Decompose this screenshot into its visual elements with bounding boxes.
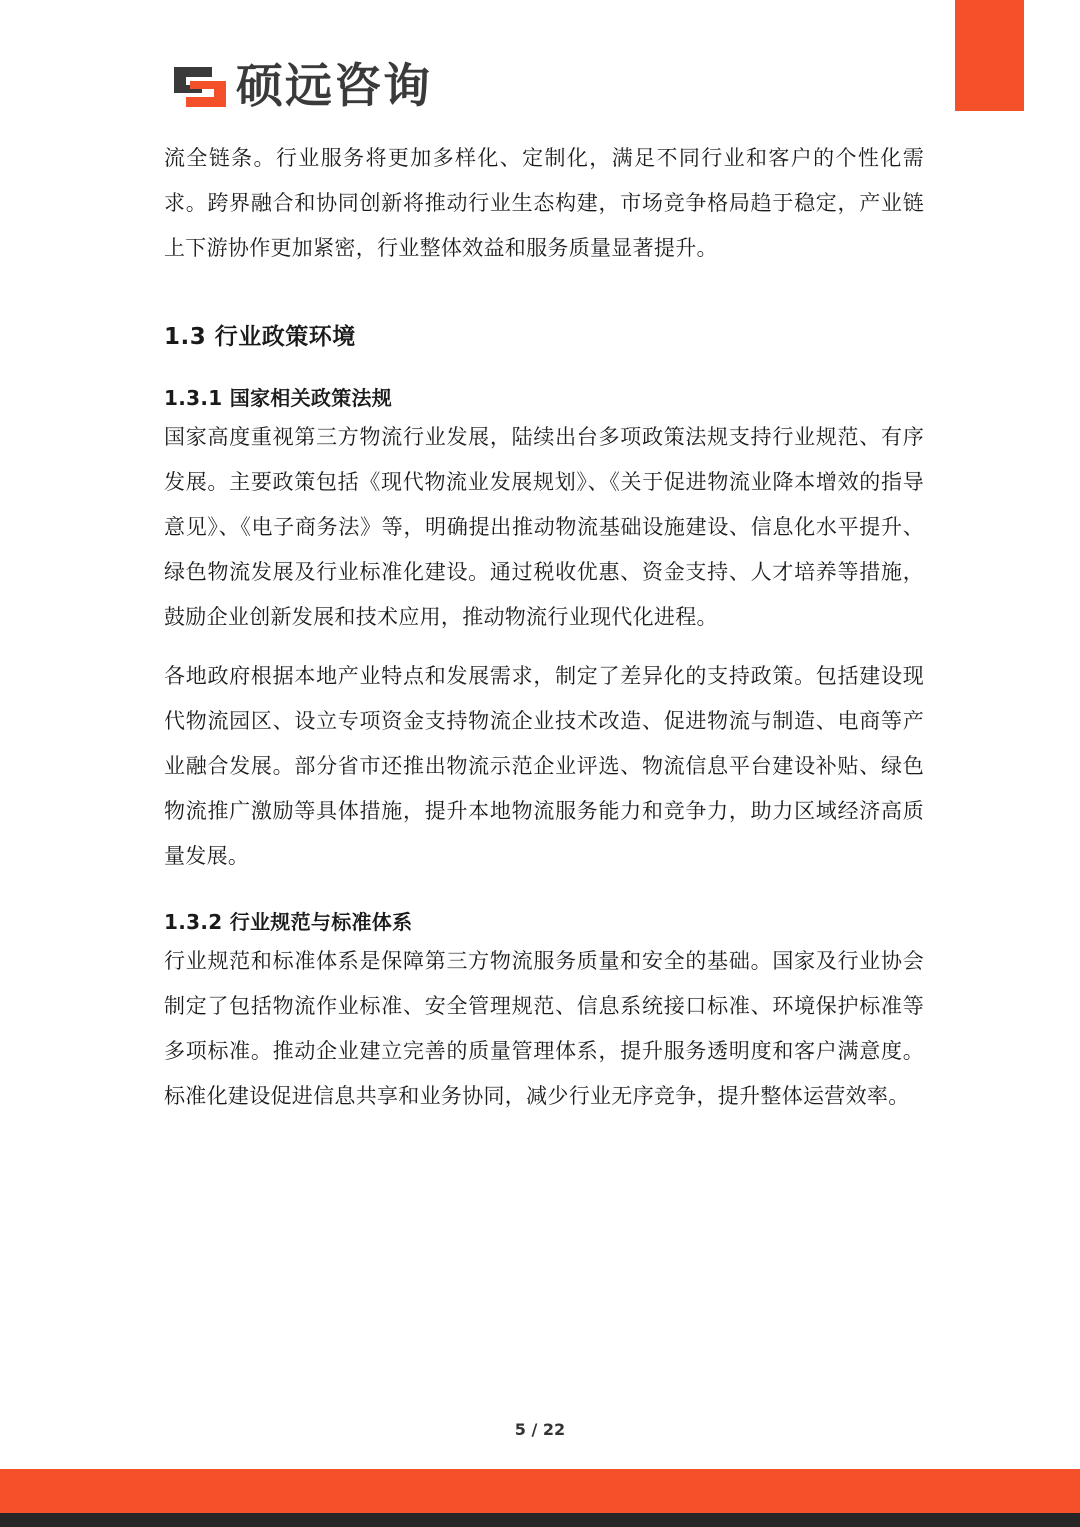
corner-accent-block (955, 0, 1024, 111)
document-body (164, 136, 924, 1119)
paragraph: 行业规范和标准体系是保障第三方物流服务质量和安全的基础。国家及行业协会制定了包括物流作业标准、安全管理规范、信息系统接口标准、环境保护标准等多项标准。推动企业建立完善的质量管理体系，提升服务透明度和客户满意度。标准化建设促进信息共享和业务协同，减少行业无序竞争，提升整体运营效率。 (164, 949, 924, 1108)
footer-dark-line (0, 1513, 1080, 1527)
subsection-heading-1-3-1: 1.3.1 国家相关政策法规 (164, 386, 393, 410)
paragraph: 各地政府根据本地产业特点和发展需求，制定了差异化的支持政策。包括建设现代物流园区、设立专项资金支持物流企业技术改造、促进物流与制造、电商等产业融合发展。部分省市还推出物流示范企业评选、物流信息平台建设补贴、绿色物流推广激励等具体措施，提升本地物流服务能力和竞争力，助力区域经济高质量发展。 (164, 664, 924, 868)
intro-paragraph: 流全链条。行业服务将更加多样化、定制化，满足不同行业和客户的个性化需求。跨界融合和协同创新将推动行业生态构建，市场竞争格局趋于稳定，产业链上下游协作更加紧密，行业整体效益和服务质量显著提升。 (164, 146, 924, 260)
shuoyuan-logo-icon (172, 65, 228, 109)
brand-name: 硕远咨询 (236, 59, 432, 114)
brand-logo (172, 58, 432, 116)
footer-accent-bar (0, 1469, 1080, 1513)
page-number: 5 / 22 (514, 1420, 566, 1439)
paragraph: 国家高度重视第三方物流行业发展，陆续出台多项政策法规支持行业规范、有序发展。主要政策包括《现代物流业发展规划》、《关于促进物流业降本增效的指导意见》、《电子商务法》等，明确提出推动物流基础设施建设、信息化水平提升、绿色物流发展及行业标准化建设。通过税收优惠、资金支持、人才培养等措施，鼓励企业创新发展和技术应用，推动物流行业现代化进程。 (164, 425, 924, 629)
section-heading-1-3: 1.3 行业政策环境 (164, 324, 356, 350)
subsection-heading-1-3-2: 1.3.2 行业规范与标准体系 (164, 910, 413, 934)
